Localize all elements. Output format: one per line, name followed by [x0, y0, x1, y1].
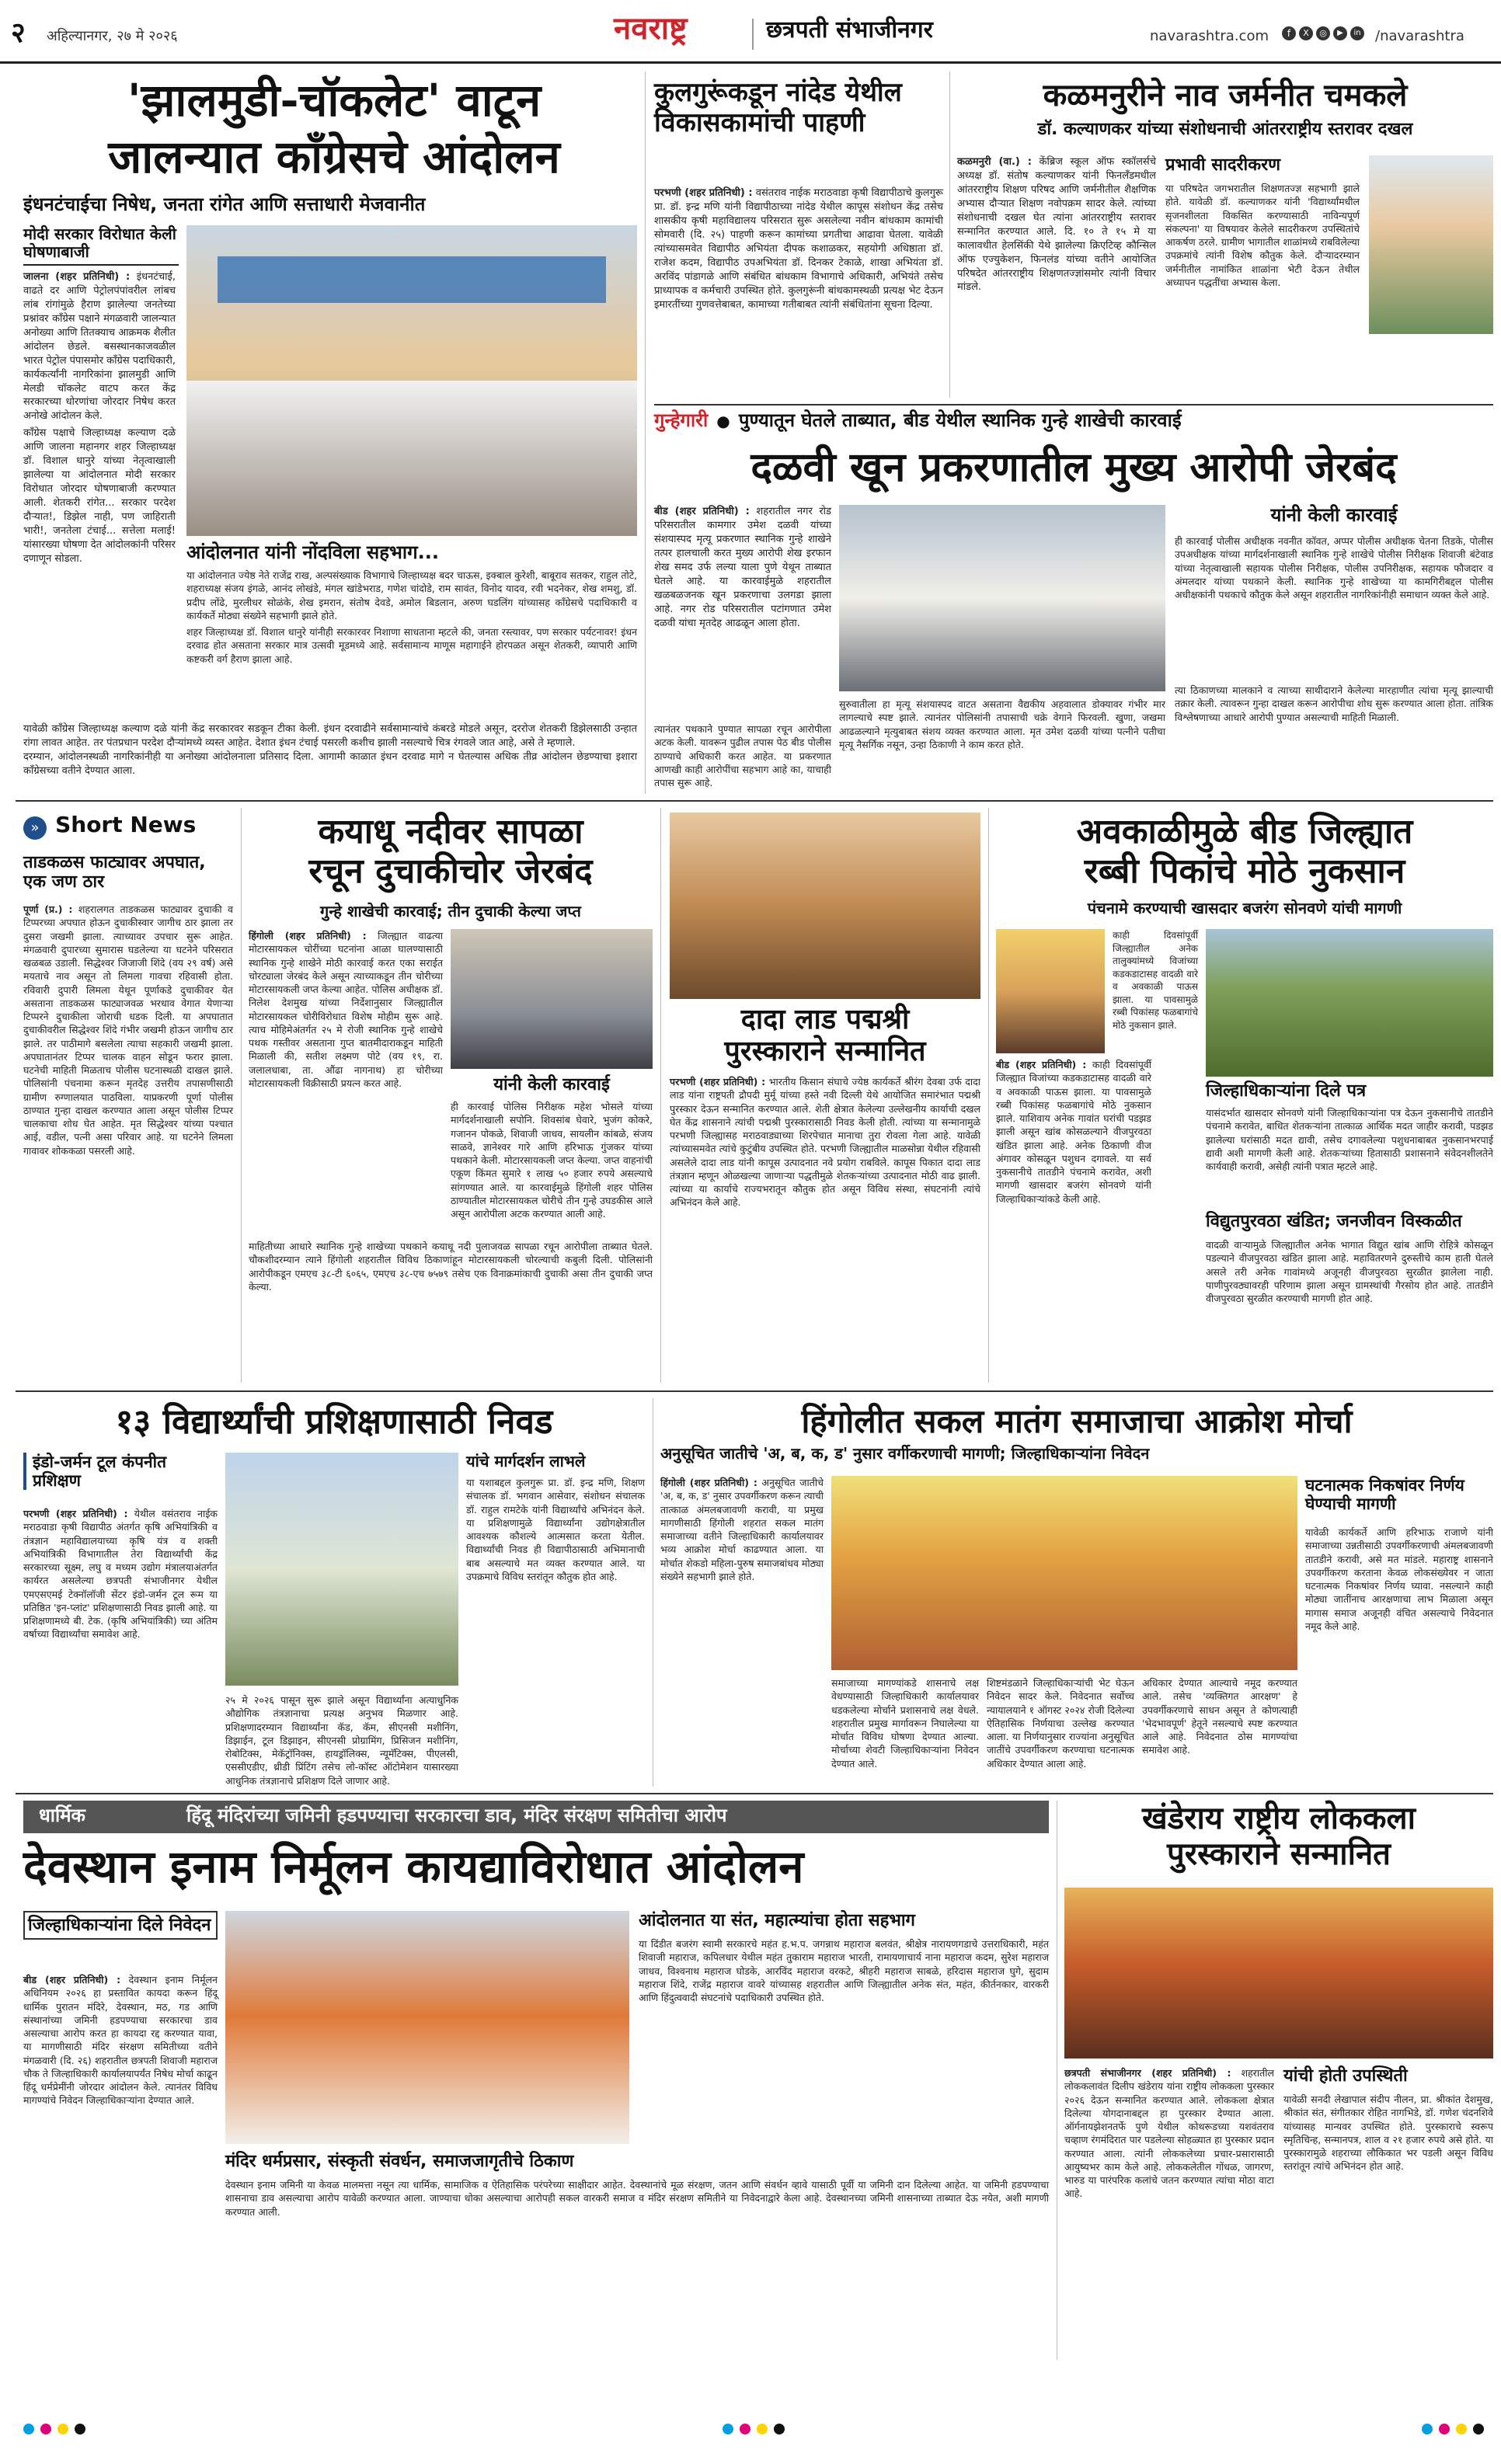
- crime-strap-text: पुण्यातून घेतले ताब्यात, बीड येथील स्थानिक गुन्हे शाखेची कारवाई: [738, 409, 1182, 431]
- yellow-dot: [757, 2424, 768, 2434]
- col-divider: [949, 71, 950, 398]
- khanderay-box-body: यावेळी सनदी लेखापाल संदीप नीलन, प्रा. श्रीकांत देशमुख, श्रीकांत संत, संगीतकार रोहित नागभिडे, डॉ. गणेश चंदनशिवे यांच्यासह मान्यवर उपस्थित होते. पुरस्काराचे स्वरूप स्मृतिचिन्ह, सन्मानपत्र, शाल व २१ हजार रुपये असे होते. या पुरस्कारामुळे शहराच्या लौकिकात भर पडली असून विविध स्तरांतून त्यांचे अभिनंदन होत आहे.: [1283, 2093, 1493, 2173]
- crime-dateline: बीड (शहर प्रतिनिधी) :: [654, 506, 750, 517]
- story1-body-col3: [23, 722, 637, 778]
- crime-kicker: गुन्हेगारी: [654, 409, 709, 431]
- col-divider: [988, 808, 989, 1383]
- kayadhu-headline: कयाधू नदीवर सापळा रचून दुचाकीचोर जेरबंद: [308, 812, 593, 891]
- dharmik-box2-body: देवस्थान इनाम जमिनी या केवळ मालमत्ता नसून त्या धार्मिक, सामाजिक व ऐतिहासिक परंपरेच्या साक्षीदार आहेत. देवस्थानांचे मूळ संरक्षण, जतन आणि संवर्धन व्हावे यासाठी पूर्वी या जमिनी दान दिलेल्या आहेत. या जमिनी हडपण्याचा शासनाचा डाव असल्याचा आरोप यावेळी करण्यात आला. जाण्याचा धोका असल्याचा आरोपही सकल वारकरी समाज व मंदिर संरक्षण समितीने या निवेदनाद्वारे केला आहे. देवस्थानच्या जमिनी शासनाच्या ताब्यात देऊ नयेत, अशी मागणी करण्यात आली.: [225, 2179, 1049, 2218]
- khanderay-box-title: यांची होती उपस्थिती: [1283, 2066, 1408, 2086]
- story3-portrait-photo: [1369, 155, 1493, 334]
- registration-marks-left: [23, 2424, 85, 2434]
- story1-body-3: यावेळी काँग्रेस जिल्हाध्यक्ष कल्याण दळे यांनी केंद्र सरकारवर सडकून टीका केली. इंधन दरवाढीने सर्वसामान्यांचे कंबरडे मोडले असून, दररोज शेतकरी डिझेलसाठी उन्हात रांगा लावत आहेत. तर पंतप्रधान परदेश दौऱ्यांमध्ये व्यस्त आहेत. देशात इंधन टंचाई पसरली कशीच झाली नसल्याचे चित्र रंगवले जात आहे, असे ते म्हणाले.: [23, 723, 637, 749]
- cyan-dot: [723, 2424, 733, 2434]
- padmashri-dateline: परभणी (शहर प्रतिनिधी) :: [670, 1076, 766, 1088]
- khanderay-body: [1064, 2066, 1274, 2201]
- story3-body: [957, 155, 1156, 294]
- students-dateline: परभणी (शहर प्रतिनिधी) :: [23, 1508, 128, 1519]
- crime-box-body: ही कारवाई पोलीस अधीक्षक नवनीत कॉवत, अप्पर पोलीस अधीक्षक चेतना तिडके, पोलीस उपअधीक्षक यांच्या मार्गदर्शनाखाली स्थानिक गुन्हे शाखेचे पोलीस निरीक्षक शिवाजी बंटेवाड यांच्या नेतृत्वाखाली सहायक पोलीस निरीक्षक, पोलीस उपनिरीक्षक, सहायक फौजदार व अंमलदार यांच्या पथकाने केली. स्थानिक गुन्हे शाखेच्या या कामगिरीबद्दल पोलीस अधीक्षकांनी पथकाचे कौतुक केले असून शहरातील नागरिकांनीही समाधान व्यक्त केले आहे.: [1175, 535, 1493, 600]
- beed-mp-portrait: [996, 929, 1105, 1053]
- kayadhu-box-body: ही कारवाई पोलिस निरीक्षक महेश भोसले यांच्या मार्गदर्शनाखाली सपोनि. शिवसांब घेवारे, भुजंग कोकरे, गजानन पोकळे, शिवाजी जाधव, सायलीन कांबळे, संजय साळवे, ज्ञानेश्वर गारे आणि हरिभाऊ गुंजकर यांच्या पथकाने केली. मोटारसायकली जप्त केल्या. जप्त वाहनांची एकूण किंमत सुमारे १ लाख ५० हजार रुपये असल्याचे सांगण्यात आले. या कारवाईमुळे हिंगोली शहर पोलिस ठाण्यातील मोटारसायकल चोरीचे तीन गुन्हे उघडकीस आले असून आरोपीला अटक करण्यात आली आहे.: [451, 1101, 653, 1220]
- story1-box-body-3: दरम्यान, आंदोलनस्थळी नागरिकांनीही या अनोख्या आंदोलनाला प्रतिसाद दिला. आगामी काळात इंधन दरवाढ मागे न घेतल्यास अधिक तीव्र आंदोलन छेडण्याचा इशारा काँग्रेसच्या वतीने देण्यात आला.: [23, 750, 637, 777]
- students-toolroom-photo: [225, 1453, 458, 1686]
- story1-box-body-1: या आंदोलनात ज्येष्ठ नेते राजेंद्र राख, अल्पसंख्याक विभागाचे जिल्हाध्यक्ष बदर चाऊस, इक्बाल कुरेशी, बाबूराव सतकर, राहुल तोटे, शहराध्यक्ष संजय इंगळे, आनंद लोखंडे, मंगल खांडेभराड, गणेश चांदोडे, राम सावंत, विनोद यादव, रवी भदनेकर, शेख शमशु, डॉ. प्रदीप लोंढे, मुरलीधर सोळंके, शेख इमरान, संतोष देवडे, अमोल बिडलान, अरुण घडलिंग यांच्यासह काँग्रेसचे पदाधिकारी व कार्यकर्ते मोठ्या संख्येने सहभागी झाले होते.: [186, 569, 637, 621]
- story1-body-2: काँग्रेस पक्षाचे जिल्हाध्यक्ष कल्याण दळे आणि जालना महानगर शहर जिल्हाध्यक्ष डॉ. विशाल धानुरे यांच्या नेतृत्वाखाली झालेल्या या आंदोलनात मोदी सरकार विरोधात जोरदार घोषणाबाजी करण्यात आली. शेतकरी रांगेत... सरकार परदेश दौऱ्यात!, डिझेल नाही, पण जाहिराती भारी!, जनतेला टंचाई... सत्तेला मलाई! यांसारख्या घोषणा देत आंदोलकांनी परिसर दणाणून सोडला.: [23, 427, 176, 565]
- khanderay-dateline: छत्रपती संभाजीनगर (शहर प्रतिनिधी) :: [1064, 2067, 1231, 2079]
- dharmik-box2-title: मंदिर धर्मप्रसार, संस्कृती संवर्धन, समाजजागृतीचे ठिकाण: [225, 2152, 574, 2171]
- section-rule: [16, 800, 1493, 802]
- story3-subhead: डॉ. कल्याणकर यांच्या संशोधनाची आंतरराष्ट्रीय स्तरावर दखल: [1037, 120, 1413, 139]
- crime-body-4: त्यानंतर पथकाने पुण्यात सापळा रचून आरोपीला अटक केली. यावरून पुढील तपास पेठ बीड पोलीस ठाण्याचे अधिकारी करत आहेत. या प्रकरणात आणखी काही आरोपींचा सहभाग आहे का, याचाही तपास सुरू आहे.: [654, 723, 831, 788]
- page-number: २: [11, 17, 26, 49]
- shortnews-label: [23, 813, 225, 844]
- magenta-dot: [1439, 2424, 1450, 2434]
- matang-body-3: शिष्टमंडळाने जिल्हाधिकाऱ्यांची भेट घेऊन निवेदन सादर केले. निवेदनात सर्वोच्च न्यायालयाने १ ऑगस्ट २०२४ रोजी दिलेल्या ऐतिहासिक निर्णयाचा उल्लेख करण्यात आला. या निर्णयानुसार राज्यांना अनुसूचित जातींचे उपवर्गीकरण करण्याचा घटनात्मक अधिकार देण्यात आला आहे.: [987, 1677, 1134, 1770]
- masthead-divider: [752, 19, 754, 50]
- black-dot: [75, 2424, 85, 2434]
- section-rule: [16, 1390, 1493, 1392]
- story1-sidehead: मोदी सरकार विरोधात केली घोषणाबाजी: [23, 225, 179, 266]
- story1-box-body: [186, 569, 637, 666]
- story3-dateline: कळमनुरी (वा.) :: [957, 156, 1032, 168]
- story1-body-1: इंधनटंचाई, वाढते दर आणि पेट्रोलपंपांवरील लांबच लांब रांगांमुळे हैराण झालेल्या जनतेच्या प्रश्नांवर काँग्रेस पक्षाने मंगळवारी जालन्यात अनोख्या आणि तितक्याच आक्रमक शैलीत आंदोलन छेडले. बसस्थानकाजवळील भारत पेट्रोल पंपासमोर काँग्रेस पदाधिकारी, कार्यकर्त्यांनी नागरिकांना झालमुडी आणि मेलडी चॉकलेट वाटप करत केंद्र सरकारच्या धोरणांचा जोरदार निषेध करत अनोखे आंदोलन केले.: [23, 271, 176, 423]
- matang-box-title: घटनात्मक निकषांवर निर्णय घेण्याची मागणी: [1305, 1476, 1464, 1514]
- dharmik-headline: देवस्थान इनाम निर्मूलन कायद्याविरोधात आंदोलन: [23, 1840, 804, 1893]
- beed-box2-title: विद्युतपुरवठा खंडित; जनजीवन विस्कळीत: [1206, 1212, 1462, 1231]
- matang-dateline: हिंगोली (शहर प्रतिनिधी) :: [660, 1477, 757, 1488]
- page-date: अहिल्यानगर, २७ मे २०२६: [47, 28, 178, 44]
- cyan-dot: [23, 2424, 34, 2434]
- students-body-1: येथील वसंतराव नाईक मराठवाडा कृषी विद्यापीठ अंतर्गत कृषि अभियांत्रिकी व तंत्रज्ञान महाविद्यालयाच्या कृषि यंत्र व शक्ती अभियांत्रिकी विभागातील तेरा विद्यार्थ्यांची केंद्र सरकारच्या सूक्ष्म, लघु व मध्यम उद्योग मंत्रालयाअंतर्गत कार्यरत असलेल्या छत्रपती संभाजीनगर येथील एमएसएमई टेक्नॉलॉजी सेंटर इंडो-जर्मन टूल रूम या प्रतिष्ठित 'इन-प्लांट' प्रशिक्षणासाठी निवड झाली आहे. या प्रशिक्षणामध्ये बी. टेक. (कृषि अभियांत्रिकी) च्या अंतिम वर्षाच्या विद्यार्थ्यांचा समावेश आहे.: [23, 1508, 218, 1641]
- students-sidehead: इंडो-जर्मन टूल कंपनीत प्रशिक्षण: [23, 1453, 218, 1490]
- col-divider: [645, 71, 646, 794]
- crime-headline: दळवी खून प्रकरणातील मुख्य आरोपी जेरबंद: [750, 444, 1397, 491]
- brand-logo[interactable]: नवराष्ट्र: [614, 11, 688, 47]
- padmashri-headline: दादा लाड पद्मश्री पुरस्काराने सन्मानित: [724, 1003, 926, 1068]
- kayadhu-body-2: माहितीच्या आधारे स्थानिक गुन्हे शाखेच्या पथकाने कयाधू नदी पुलाजवळ सापळा रचून आरोपीला ताब्यात घेतले. चौकशीदरम्यान त्याने हिंगोली शहरातील विविध ठिकाणांहून मोटारसायकली चोरल्याची कबुली दिली. पोलिसांनी आरोपीकडून एमएच ३८-टी ६०६५, एमएच ३८-एच ७५७९ तसेच एक विनाक्रमांकाची दुचाकी असा तीन दुचाकी जप्त केल्या.: [249, 1241, 653, 1293]
- cyan-dot: [1422, 2424, 1433, 2434]
- matang-body-col1: [660, 1476, 824, 1583]
- padmashri-body-text: भारतीय किसान संघाचे ज्येष्ठ कार्यकर्ते श्रीरंग देवबा उर्फ दादा लाड यांना राष्ट्रपती द्रौपदी मुर्मू यांच्या हस्ते नवी दिल्ली येथे आयोजित समारंभात पद्मश्री पुरस्कार देऊन सन्मानित करण्यात आले. शेती क्षेत्रात केलेल्या उल्लेखनीय कार्याची दखल घेत केंद्र शासनाने त्यांची पद्मश्री पुरस्कारासाठी निवड केली होती. त्यांच्या या सन्मानामुळे परभणी जिल्ह्यासह मराठवाड्याच्या शिरपेचात मानाचा तुरा रोवला गेला आहे. यावेळी त्यांच्यासमवेत त्यांचे कुटुंबीय उपस्थित होते. परभणी जिल्ह्यातील माळसोन्ना येथील रहिवासी असलेले दादा लाड यांनी कापूस उत्पादनात नवे प्रयोग राबविले. कापूस पिकात दादा लाड तंत्रज्ञान म्हणून ओळखल्या जाणाऱ्या पद्धतीमुळे शेतकऱ्यांच्या उत्पादनात मोठी वाढ झाली. त्यांच्या या कार्याचे राज्यभरातून कौतुक होत असून विविध संस्था, संघटनांनी त्यांचे अभिनंदन केले आहे.: [670, 1076, 980, 1209]
- shortnews-body: [23, 903, 233, 1157]
- beed-rain-headline: अवकाळीमुळे बीड जिल्ह्यात रब्बी पिकांचे मोठे नुकसान: [1076, 812, 1413, 891]
- kayadhu-bikes-photo: [451, 929, 653, 1069]
- khanderay-headline: खंडेराय राष्ट्रीय लोककला पुरस्काराने सन्मानित: [1142, 1800, 1416, 1872]
- beed-box1-title: जिल्हाधिकाऱ्यांना दिले पत्र: [1206, 1081, 1367, 1101]
- story2-dateline: परभणी (शहर प्रतिनिधी) :: [654, 187, 753, 199]
- dharmik-box1-body: या दिंडीत बजरंग स्वामी सरकारचे महंत ह.भ.प. जगन्नाथ महाराज बलवंत, श्रीक्षेत्र नारायणगडाचे उत्तराधिकारी, महंत शिवाजी महाराज, कपिलधार येथील महंत तुकाराम महाराज भारती, रामायणाचार्य नाना महाराज कदम, सुरेश महाराज जाधव, विश्वनाथ महाराज घोडके, आरविंद महाराज वरकटे, श्रीहरी महाराज साबळे, हरिदास महाराज घुगे, सुदाम महाराज शिंदे, राजेंद्र महाराज वावरे यांच्यासह शहरातील आणि जिल्ह्यातील अनेक संत, महंत, कीर्तनकार, वारकरी आणि हिंदुत्ववादी संघटनांचे पदाधिकारी उपस्थित होते.: [639, 1938, 1049, 2003]
- dharmik-body-text: देवस्थान इनाम निर्मूलन अधिनियम २०२६ हा प्रस्तावित कायदा करून हिंदू धार्मिक पुरातन मंदिरे, देवस्थान, मठ, गड आणि संस्थानांच्या जमिनी हडपण्याचा सरकारचा डाव असल्याचा आरोप करत हा कायदा रद्द करण्यात यावा, या मागणीसाठी मंदिर संरक्षण समितीच्या वतीने मंगळवारी (दि. २६) शहरातील छत्रपती शिवाजी महाराज चौक ते जिल्हाधिकारी कार्यालयापर्यंत निषेध मोर्चा काढून हिंदू धर्मप्रेमींनी जोरदार आंदोलन केले. त्यानंतर विविध मागण्यांचे निवेदन जिल्हाधिकाऱ्यांना देण्यात आले.: [23, 1974, 218, 2107]
- facebook-icon[interactable]: f: [1282, 26, 1296, 40]
- yellow-dot: [1456, 2424, 1467, 2434]
- edition-name: छत्रपती संभाजीनगर: [766, 16, 933, 44]
- beed-rain-body-2: काही दिवसांपूर्वी जिल्ह्यातील अनेक तालुक्यांमध्ये विजांच्या कडकडाटासह वादळी वारे व अवकाळी पाऊस झाला. या पावसामुळे रब्बी पिकांसह फळबागांचे मोठे नुकसान झाले.: [1113, 930, 1198, 1031]
- crime-strap: [654, 410, 1493, 438]
- crime-body-col1: [654, 505, 831, 630]
- shortnews-label-text: Short News: [55, 812, 197, 837]
- dharmik-body: [23, 1973, 218, 2107]
- matang-subhead: अनुसूचित जातीचे 'अ, ब, क, ड' नुसार वर्गीकरणाची मागणी; जिल्हाधिकाऱ्यांना निवेदन: [660, 1444, 1150, 1463]
- beed-rain-body-1: काही दिवसांपूर्वी जिल्ह्यात विजांच्या कडकडाटासह वादळी वारे व अवकाळी पाऊस झाला. या पावसामुळे रब्बी पिकांसह फळबागांचे मोठे नुकसान झाले. याशिवाय अनेक गावांत घरांची पडझड झाली असून खांब कोसळल्याने वीजपुरवठा खंडित झाला आहे. अनेक ठिकाणी वीज अंगावर कोसळून पशुधन दगावले. या सर्व नुकसानीचे तातडीने पंचनामे करावेत, अशी मागणी खासदार बजरंग सोनवणे यांनी जिल्हाधिकाऱ्यांकडे केली आहे.: [996, 1059, 1151, 1205]
- dharmik-rally-photo-1: [225, 1911, 629, 2144]
- crime-police-photo: [839, 505, 1165, 691]
- kayadhu-body-col1: [249, 929, 443, 1090]
- khanderay-body-text: शहरातील लोककलावंत दिलीप खंडेराय यांना राष्ट्रीय लोककला पुरस्कार २०२६ देऊन सन्मानित करण्यात आले. लोककला क्षेत्रात दिलेल्या योगदानाबद्दल हा पुरस्कार देण्यात आला. ऑर्गनायझेशनतर्फे पुणे येथील कोथरूडच्या यशवंतराव चव्हाण रंगमंदिरात पार पडलेल्या सोहळ्यात हा पुरस्कार प्रदान करण्यात आला. त्यांनी लोककलेच्या प्रचार-प्रसारासाठी आयुष्यभर काम केले आहे. लोककलेतील गोंधळ, जागरण, भारुड या पारंपरिक कलांचे जतन करण्यात त्यांचा मोठा वाटा आहे.: [1064, 2067, 1274, 2200]
- dharmik-sidehead: जिल्हाधिकाऱ्यांना दिले निवेदन: [23, 1911, 218, 1940]
- registration-marks-right: [1422, 2424, 1484, 2434]
- matang-march-photo: [831, 1476, 1297, 1670]
- dharmik-dateline: बीड (शहर प्रतिनिधी) :: [23, 1974, 121, 1985]
- section-rule: [16, 1793, 1493, 1794]
- shortnews-body-text: शहरालगत ताडकळस फाट्यावर दुचाकी व टिप्परच्या अपघात होऊन दुचाकीस्वार जागीच ठार झाला तर दुसरा जखमी झाला. त्याच्यावर उपचार सुरू आहेत. मंगळवारी दुपारच्या सुमारास घडलेल्या या घटनेने परिसरात खळबळ उडाली. सिद्धेश्वर जिजाजी शिंदे (वय २९ वर्ष) असे मयताचे नाव असून तो लिमला गावचा रहिवासी होता. रविवारी दुपारी लिमला येथून पूर्णाकडे दुचाकीवर येत असताना ताडकळस फाट्याजवळ भरधाव वेगात येणाऱ्या टिप्परने दुचाकीला जोराची धडक दिली. या अपघातात दुचाकीवरील सिद्धेश्वर शिंदे गंभीर जखमी होऊन जागीच ठार झाले. तर पाठीमागे बसलेला त्याचा सहकारी जखमी झाला. अपघातानंतर टिप्पर चालक वाहन सोडून फरार झाला. घटनेची माहिती मिळताच पोलीस घटनास्थळी दाखल झाले. पोलिसांनी पंचनामा करून मृतदेह उत्तरीय तपासणीसाठी ग्रामीण रुग्णालयात पाठविला. याप्रकरणी पूर्णा पोलीस ठाण्यात गुन्हा दाखल करण्यात आला असून पोलीस टिप्पर चालकाचा शोध घेत आहेत. मृत सिद्धेश्वर यांच्या पश्चात आई, वडील, पत्नी असा परिवार आहे. या घटनेने लिमला गावावर शोककळा पसरली आहे.: [23, 903, 233, 1157]
- students-headline: १३ विद्यार्थ्यांची प्रशिक्षणासाठी निवड: [115, 1402, 553, 1442]
- youtube-icon[interactable]: ▶: [1333, 26, 1347, 40]
- yellow-dot: [57, 2424, 68, 2434]
- social-handle[interactable]: /navarashtra: [1375, 28, 1464, 44]
- khanderay-award-photo: [1064, 1888, 1493, 2059]
- site-url[interactable]: navarashtra.com: [1150, 28, 1269, 44]
- crime-body-1: शहरातील नगर रोड परिसरातील कामगार उमेश दळवी यांच्या संशयास्पद मृत्यू प्रकरणात स्थानिक गुन्हे शाखेने तत्पर हालचाली करत मुख्य आरोपी शेख इरफान शेख समद उर्फ लल्या याला पुणे येथून ताब्यात घेतले आहे. या कारवाईमुळे शहरातील खळबळजनक खून प्रकरणाचा उलगडा झाला आहे. नगर रोड परिसरातील पटांगणात उमेश दळवी यांचा मृतदेह आढळून आला होता.: [654, 506, 831, 629]
- beed-box1-body: यासंदर्भात खासदार सोनवणे यांनी जिल्हाधिकाऱ्यांना पत्र देऊन नुकसानीचे तातडीने पंचनामे करावेत, बाधित शेतकऱ्यांना तात्काळ आर्थिक मदत जाहीर करावी, पडझड झालेल्या घरांसाठी मदत द्यावी, तसेच दगावलेल्या पशुधनाबाबत नुकसानभरपाई द्यावी अशी मागणी केली आहे. शेतकऱ्यांच्या हितासाठी प्रशासनाने संवेदनशीलतेने कार्यवाही करावी, असेही त्यांनी पत्रात म्हटले आहे.: [1206, 1107, 1493, 1172]
- black-dot: [774, 2424, 785, 2434]
- instagram-icon[interactable]: ◎: [1316, 26, 1330, 40]
- dharmik-box1-title: आंदोलनात या संत, महात्म्यांचा होता सहभाग: [639, 1911, 915, 1930]
- story3-headline: कळमनुरीने नाव जर्मनीत चमकले: [1043, 77, 1408, 113]
- students-box-title: यांचे मार्गदर्शन लाभले: [466, 1452, 586, 1470]
- beed-rain-dateline: बीड (शहर प्रतिनिधी) :: [996, 1059, 1087, 1070]
- students-box-body: या यशाबद्दल कुलगुरू प्रा. डॉ. इन्द्र मणि, शिक्षण संचालक डॉ. भगवान आसेवार, संशोधन संचालक डॉ. राहुल रामटेके यांनी विद्यार्थ्यांचे अभिनंदन केले. या प्रशिक्षणामुळे विद्यार्थ्यांना उद्योगक्षेत्रातील आवश्यक कौशल्ये आत्मसात करता येतील. विद्यार्थ्यांची निवड ही विद्यापीठासाठी अभिमानाची बाब असल्याचे मत व्यक्त करण्यात आले. या उपक्रमाचे विविध स्तरांतून कौतुक होत आहे.: [466, 1477, 645, 1582]
- students-body-2: २५ मे २०२६ पासून सुरू झाले असून विद्यार्थ्यांना अत्याधुनिक औद्योगिक तंत्रज्ञानाचा प्रत्यक्ष अनुभव मिळणार आहे. प्रशिक्षणादरम्यान विद्यार्थ्यांना कॅड, कॅम, सीएनसी मशीनिंग, डिझाईन, टूल डिझाइन, सीएनसी प्रोग्रामिंग, प्रिसिजन मशीनिंग, रोबोटिक्स, मेकॅट्रॉनिक्स, हायड्रॉलिक्स, न्यूमॅटिक्स, पीएलसी, एससीएडीए, थ्रीडी प्रिंटिंग तसेच लो-कॉस्ट ऑटोमेशन यासारख्या आधुनिक तंत्रज्ञानाचे प्रशिक्षण दिले जाणार आहे.: [225, 1694, 458, 1787]
- kayadhu-dateline: हिंगोली (शहर प्रतिनिधी) :: [249, 930, 367, 941]
- beed-rain-body-col1: [996, 1058, 1151, 1206]
- story1-headline: 'झालमुडी-चॉकलेट' वाटून जालन्यात काँग्रेसचे आंदोलन: [108, 74, 560, 183]
- matang-body-1: अनुसूचित जातीचे 'अ, ब, क, ड' नुसार उपवर्गीकरण करून त्याची तात्काळ अंमलबजावणी करावी, या प्रमुख मागणीसाठी हिंगोली शहरात सकल मातंग समाजाच्या वतीने जिल्हाधिकारी कार्यालयावर भव्य आक्रोश मोर्चा काढण्यात आला. या मोर्चात शेकडो महिला-पुरुष समाजबांधव मोठ्या संख्येने सहभागी झाले होते.: [660, 1477, 824, 1582]
- story1-box-body-2: शहर जिल्हाध्यक्ष डॉ. विशाल धानुरे यांनीही सरकारवर निशाणा साधताना म्हटले की, जनता रस्त्यावर, पण सरकार पर्यटनावर! इंधन दरवाढ होत असताना सरकार मात्र उत्सवी मूडमध्ये आहे. सर्वसामान्य माणूस महागाईने होरपळत असून शेतकरी, व्यापारी आणि कष्टकरी वर्ग हैराण झाला आहे.: [186, 626, 637, 665]
- padmashri-body: [670, 1075, 980, 1209]
- linkedin-icon[interactable]: in: [1350, 26, 1364, 40]
- story2-body-text: वसंतराव नाईक मराठवाडा कृषी विद्यापीठाचे कुलगुरू प्रा. डॉ. इन्द्र मणि यांनी विद्यापीठाच्या नांदेड येथील कापूस संशोधन केंद्र तसेच शासकीय कृषी महाविद्यालय परिसरात सुरू असलेल्या नवीन बांधकाम कामांची सोमवारी (दि. २५) पाहणी करून कामांच्या प्रगतीचा आढावा घेतला. यावेळी त्यांच्यासमवेत विद्यापीठ अभियंता दीपक कशाळकर, सहयोगी अधिष्ठाता डॉ. राजेश कदम, विद्यापीठ उपअभियंता डॉ. दिनकर टेकाळे, शाखा अभियंता डॉ. अरविंद पांडागळे आणि संबंधित बांधकाम विभागाचे अधिकारी, अभियंते तसेच प्राध्यापक व कर्मचारी उपस्थित होते. कुलगुरूंनी बांधकामस्थळी प्रत्यक्ष भेट देऊन इमारतींच्या गुणवत्तेबाबत, कामाच्या गतीबाबत त्यांनी संबंधितांना सूचना दिल्या.: [654, 187, 944, 311]
- black-dot: [1473, 2424, 1484, 2434]
- magenta-dot: [40, 2424, 51, 2434]
- social-icons: [1282, 26, 1367, 44]
- bullet-icon: ●: [716, 412, 730, 430]
- kayadhu-subhead: गुन्हे शाखेची कारवाई; तीन दुचाकी केल्या जप्त: [320, 902, 581, 921]
- beed-box2-body: वादळी वाऱ्यामुळे जिल्ह्यातील अनेक भागात विद्युत खांब आणि रोहित्रे कोसळून पडल्याने वीजपुरवठा खंडित झाला आहे. महावितरणने दुरुस्तीचे काम हाती घेतले असले तरी अनेक गावांमध्ये अजूनही वीजपुरवठा सुरळीत झालेला नाही. पाणीपुरवठ्यावरही परिणाम झाला असून ग्रामस्थांची गैरसोय होत आहे. तातडीने वीजपुरवठा सुरळीत करण्याची मागणी होत आहे.: [1206, 1239, 1493, 1304]
- short-news-icon: »: [23, 816, 47, 840]
- story3-body-text: केंब्रिज स्कूल ऑफ स्कॉलर्सचे अध्यक्ष डॉ. संतोष कल्याणकर यांनी फिनलँडमधील आंतरराष्ट्रीय शिक्षण परिषद आणि जर्मनीतील शैक्षणिक अभ्यास दौऱ्यात शिक्षण नवोपक्रम सादर केले. त्यांच्या संशोधनाची दखल घेत त्यांना आंतरराष्ट्रीय स्तरावर सन्मानित करण्यात आले. दि. १० ते १५ मे या कालावधीत हेलसिंकी येथे झालेल्या क्रिएटिव्ह कौन्सिल ऑफ एज्युकेशन, फिनलंड यांच्या वतीने आयोजित परिषदेत आंतरराष्ट्रीय शिक्षणतज्ज्ञांसमोर त्यांनी विचार मांडले.: [957, 156, 1156, 294]
- story3-box-body: या परिषदेत जगभरातील शिक्षणतज्ज्ञ सहभागी झाले होते. यावेळी डॉ. कल्याणकर यांनी 'विद्यार्थ्यांमधील सृजनशीलता विकसित करण्यासाठी नाविन्यपूर्ण संकल्पना' या विषयावर केलेले सादरीकरण उपस्थितांचे आकर्षण ठरले. ग्रामीण भागातील शाळांमध्ये राबविलेल्या उपक्रमांचे त्यांनी विशेष कौतुक केले. दौऱ्यादरम्यान जर्मनीतील नामांकित शाळांना भेटी देऊन तेथील अध्यापन पद्धतींचा अभ्यास केला.: [1165, 183, 1360, 288]
- beed-crop-damage-photo: [1206, 929, 1493, 1077]
- story1-box-title: आंदोलनात यांनी नोंदविला सहभाग...: [186, 541, 439, 563]
- beed-rain-subhead: पंचनामे करण्याची खासदार बजरंग सोनवणे यांची मागणी: [1087, 899, 1402, 917]
- matang-headline: हिंगोलीत सकल मातंग समाजाचा आक्रोश मोर्चा: [801, 1402, 1353, 1440]
- story1-protest-photo: [186, 225, 637, 536]
- col-divider: [660, 808, 661, 1383]
- crime-body-3: त्या ठिकाणच्या मालकाने व त्याच्या साथीदाराने केलेल्या मारहाणीत त्यांचा मृत्यू झाल्याची तक्रार केली. त्यावरून गुन्हा दाखल करून आरोपीचा शोध सुरू करण्यात आला होता. तांत्रिक विश्लेषणाच्या आधारे आरोपी पुण्यात असल्याची माहिती मिळाली.: [1175, 684, 1493, 723]
- story1-body-col1: [23, 270, 176, 566]
- kayadhu-body-1: जिल्ह्यात वाढत्या मोटारसायकल चोरींच्या घटनांना आळा घालण्यासाठी स्थानिक गुन्हे शाखेने मोठी कारवाई करत एका सराईत चोरट्याला जेरबंद केले असून त्याच्याकडून तीन चोरीच्या मोटारसायकली जप्त केल्या आहेत. पोलिस अधीक्षक डॉ. निलेश देशमुख यांच्या निर्देशानुसार जिल्ह्यातील मोटारसायकल चोरीविरोधात विशेष मोहीम सुरू आहे. त्याच मोहिमेअंतर्गत २५ मे रोजी स्थानिक गुन्हे शाखेचे पथक गस्तीवर असताना गुप्त बातमीदाराकडून माहिती मिळाली की, सतीश लक्ष्मण पोटे (वय १९, रा. जलालधाबा, ता. औंढा नागनाथ) हा चोरीच्या मोटारसायकली विक्रीसाठी प्रयत्न करत आहे.: [249, 930, 443, 1089]
- col-divider: [241, 808, 242, 1383]
- matang-body-4: अधिकार देण्यात आल्याचे नमूद करण्यात आले. तसेच 'व्यक्तिगत आरक्षण' हे उपवर्गीकरणाचे साधन असून ते कोणत्याही 'भेदभावपूर्ण' हेतूने नसल्याचे स्पष्ट करण्यात आले आहे. निवेदनात ठोस मागण्यांचा समावेश आहे.: [1142, 1677, 1297, 1756]
- crime-box-title: यांनी केली कारवाई: [1270, 504, 1398, 526]
- dharmik-strap-text: हिंदू मंदिरांच्या जमिनी हडपण्याचा सरकारचा डाव, मंदिर संरक्षण समितीचा आरोप: [186, 1804, 727, 1826]
- story2-headline: कुलगुरूंकडून नांदेड येथील विकासकामांची पाहणी: [654, 77, 902, 139]
- crime-body-2: सुरुवातीला हा मृत्यू संशयास्पद वाटत असताना वैद्यकीय अहवालात डोक्यावर गंभीर मार लागल्याचे स्पष्ट झाले. त्यानंतर पोलिसांनी तपासाची चक्रे वेगाने फिरवली. खुणा, जखमा आढळल्याने मृत्युबाबत संशय व्यक्त करण्यात आला. मृत उमेश दळवी यांच्या पत्नीने पतीचा मृत्यू नैसर्गिक नसून, उन्हा ठिकाणी ने काम करत होते.: [839, 698, 1165, 750]
- shortnews-dateline: पूर्णा (प्र.) :: [23, 903, 73, 915]
- magenta-dot: [740, 2424, 750, 2434]
- masthead: [0, 0, 1501, 64]
- section-rule: [654, 404, 1493, 405]
- x-icon[interactable]: X: [1299, 26, 1313, 40]
- story1-subhead: इंधनटंचाईचा निषेध, जनता रांगेत आणि सत्ताधारी मेजवानीत: [23, 193, 426, 215]
- matang-body-2: समाजाच्या मागण्यांकडे शासनाचे लक्ष वेधण्यासाठी जिल्हाधिकारी कार्यालयावर धडकलेल्या मोर्चाने प्रशासनाचे लक्ष वेधले. शहरातील प्रमुख मार्गावरून निघालेल्या या मोर्चात विविध घोषणा देण्यात आल्या. मोर्चाच्या शेवटी जिल्हाधिकाऱ्यांना निवेदन देण्यात आले.: [831, 1677, 979, 1770]
- matang-box-body: यावेळी कार्यकर्ते आणि हरिभाऊ राजाणे यांनी समाजाच्या उन्नतीसाठी उपवर्गीकरणाची अंमलबजावणी तातडीने करावी, असे मत मांडले. महाराष्ट्र शासनाने उपवर्गीकरण करताना केवळ लोकसंख्येवर न जाता घटनात्मक निकषांवर निर्णय घ्यावा. नसल्याने काही मोठ्या जातींनाच आरक्षणाचा लाभ मिळाला असून मागास समाज अजूनही वंचित असल्याचे निवेदनात नमूद केले आहे.: [1305, 1526, 1493, 1632]
- kayadhu-box-title: यांनी केली कारवाई: [493, 1075, 610, 1095]
- story3-box-title: प्रभावी सादरीकरण: [1165, 155, 1281, 175]
- students-body-col1: [23, 1507, 218, 1641]
- story2-body: [654, 186, 943, 311]
- dharmik-strap: [23, 1801, 1049, 1833]
- padmashri-award-photo: [670, 813, 980, 999]
- shortnews-headline: ताडकळस फाट्यावर अपघात, एक जण ठार: [23, 853, 206, 893]
- story1-dateline: जालना (शहर प्रतिनिधी) :: [23, 271, 131, 283]
- dharmik-label: धार्मिक: [39, 1804, 85, 1826]
- registration-marks-center: [723, 2424, 785, 2434]
